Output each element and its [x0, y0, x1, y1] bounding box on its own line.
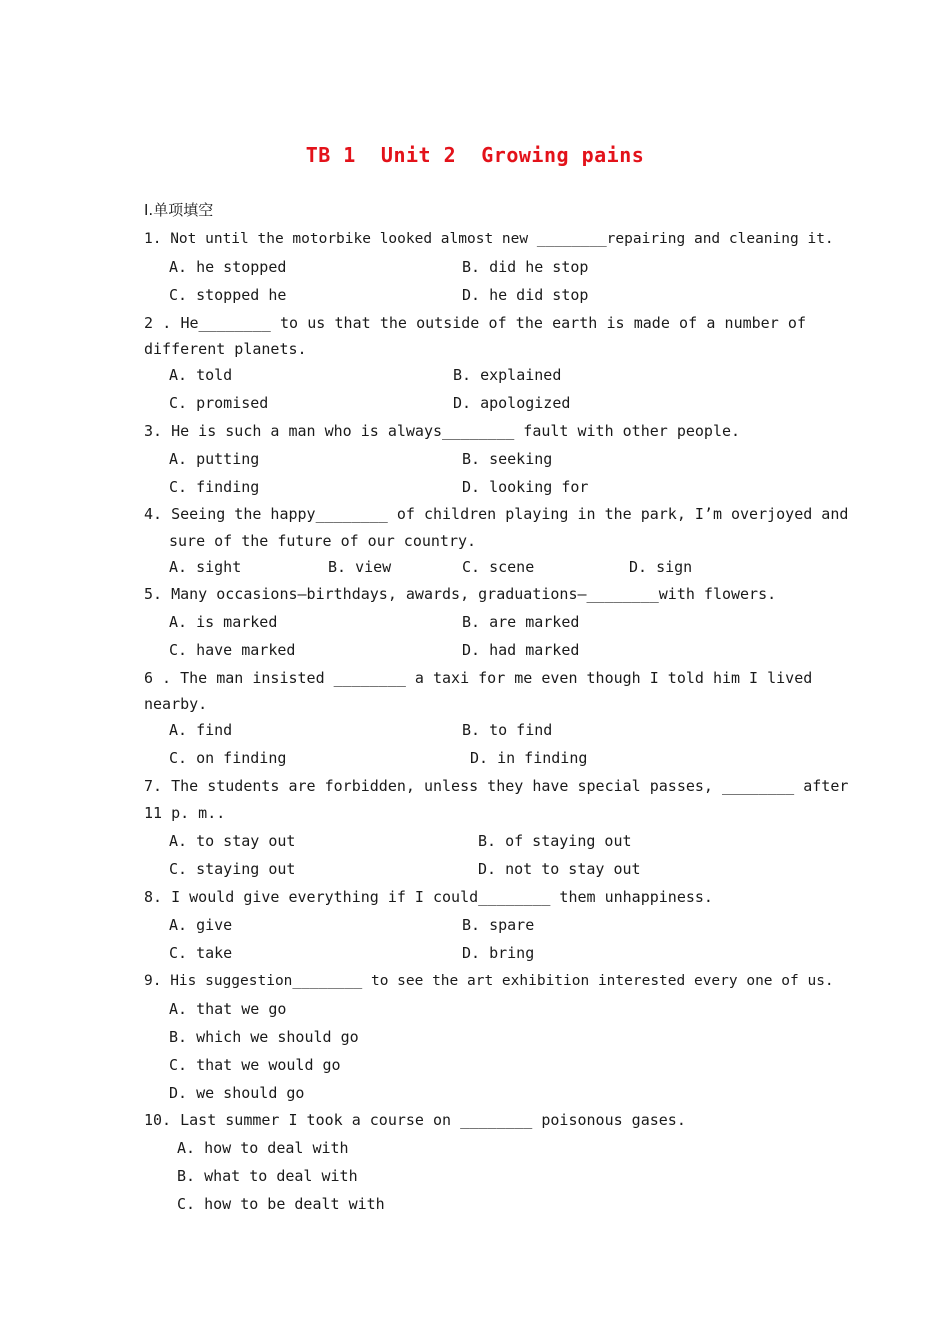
question-8-option-a: A. give — [169, 916, 233, 934]
question-10-option-a: A. how to deal with — [177, 1139, 349, 1157]
question-3-option-a: A. putting — [169, 450, 260, 468]
question-2-option-b: B. explained — [453, 366, 562, 384]
question-3-option-b: B. seeking — [462, 450, 553, 468]
question-2-stem-line1: 2 . He________ to us that the outside of the earth is made of a number of — [144, 314, 806, 332]
question-7-option-c: C. staying out — [169, 860, 296, 878]
question-2-option-d: D. apologized — [453, 394, 571, 412]
question-8-option-b: B. spare — [462, 916, 535, 934]
section-heading: Ⅰ.单项填空 — [144, 201, 214, 219]
question-1-option-c: C. stopped he — [169, 286, 287, 304]
question-2-option-a: A. told — [169, 366, 233, 384]
question-6-option-c: C. on finding — [169, 749, 287, 767]
question-6-stem-line2: nearby. — [144, 695, 208, 713]
question-6-stem-line1: 6 . The man insisted ________ a taxi for me even though I told him I lived — [144, 669, 813, 687]
question-3-option-d: D. looking for — [462, 478, 589, 496]
question-5-option-c: C. have marked — [169, 641, 296, 659]
page-title: TB 1 Unit 2 Growing pains — [305, 143, 645, 167]
question-10-option-b: B. what to deal with — [177, 1167, 358, 1185]
question-6-option-a: A. find — [169, 721, 233, 739]
question-6-option-d: D. in finding — [470, 749, 588, 767]
question-9-option-c: C. that we would go — [169, 1056, 341, 1074]
question-10-option-c: C. how to be dealt with — [177, 1195, 385, 1213]
question-1-option-d: D. he did stop — [462, 286, 589, 304]
question-9-option-b: B. which we should go — [169, 1028, 359, 1046]
question-3-stem: 3. He is such a man who is always________ fault with other people. — [144, 422, 741, 440]
question-2-option-c: C. promised — [169, 394, 269, 412]
question-7-option-a: A. to stay out — [169, 832, 296, 850]
question-4-option-c: C. scene — [462, 558, 535, 576]
question-9-stem: 9. His suggestion________ to see the art exhibition interested every one of us. — [144, 973, 834, 989]
question-1-option-a: A. he stopped — [169, 258, 287, 276]
question-8-stem: 8. I would give everything if I could________ them unhappiness. — [144, 888, 713, 906]
question-5-option-d: D. had marked — [462, 641, 580, 659]
question-5-stem: 5. Many occasions—birthdays, awards, graduations—________with flowers. — [144, 585, 777, 603]
question-4-option-d: D. sign — [629, 558, 693, 576]
question-2-stem-line2: different planets. — [144, 340, 307, 358]
question-7-option-b: B. of staying out — [478, 832, 632, 850]
question-7-stem-line2: 11 p. m.. — [144, 804, 226, 822]
question-4-option-b: B. view — [328, 558, 392, 576]
question-5-option-a: A. is marked — [169, 613, 278, 631]
question-7-option-d: D. not to stay out — [478, 860, 641, 878]
question-6-option-b: B. to find — [462, 721, 553, 739]
question-1-stem: 1. Not until the motorbike looked almost new ________repairing and cleaning it. — [144, 231, 834, 247]
question-4-stem-line1: 4. Seeing the happy________ of children playing in the park, I’m overjoyed and — [144, 505, 849, 523]
question-4-stem-line2: sure of the future of our country. — [169, 532, 477, 550]
question-8-option-d: D. bring — [462, 944, 535, 962]
question-10-stem: 10. Last summer I took a course on ________ poisonous gases. — [144, 1111, 686, 1129]
question-5-option-b: B. are marked — [462, 613, 580, 631]
question-1-option-b: B. did he stop — [462, 258, 589, 276]
question-7-stem-line1: 7. The students are forbidden, unless they have special passes, ________ after — [144, 777, 849, 795]
question-8-option-c: C. take — [169, 944, 233, 962]
question-3-option-c: C. finding — [169, 478, 260, 496]
question-4-option-a: A. sight — [169, 558, 242, 576]
question-9-option-d: D. we should go — [169, 1084, 305, 1102]
question-9-option-a: A. that we go — [169, 1000, 287, 1018]
